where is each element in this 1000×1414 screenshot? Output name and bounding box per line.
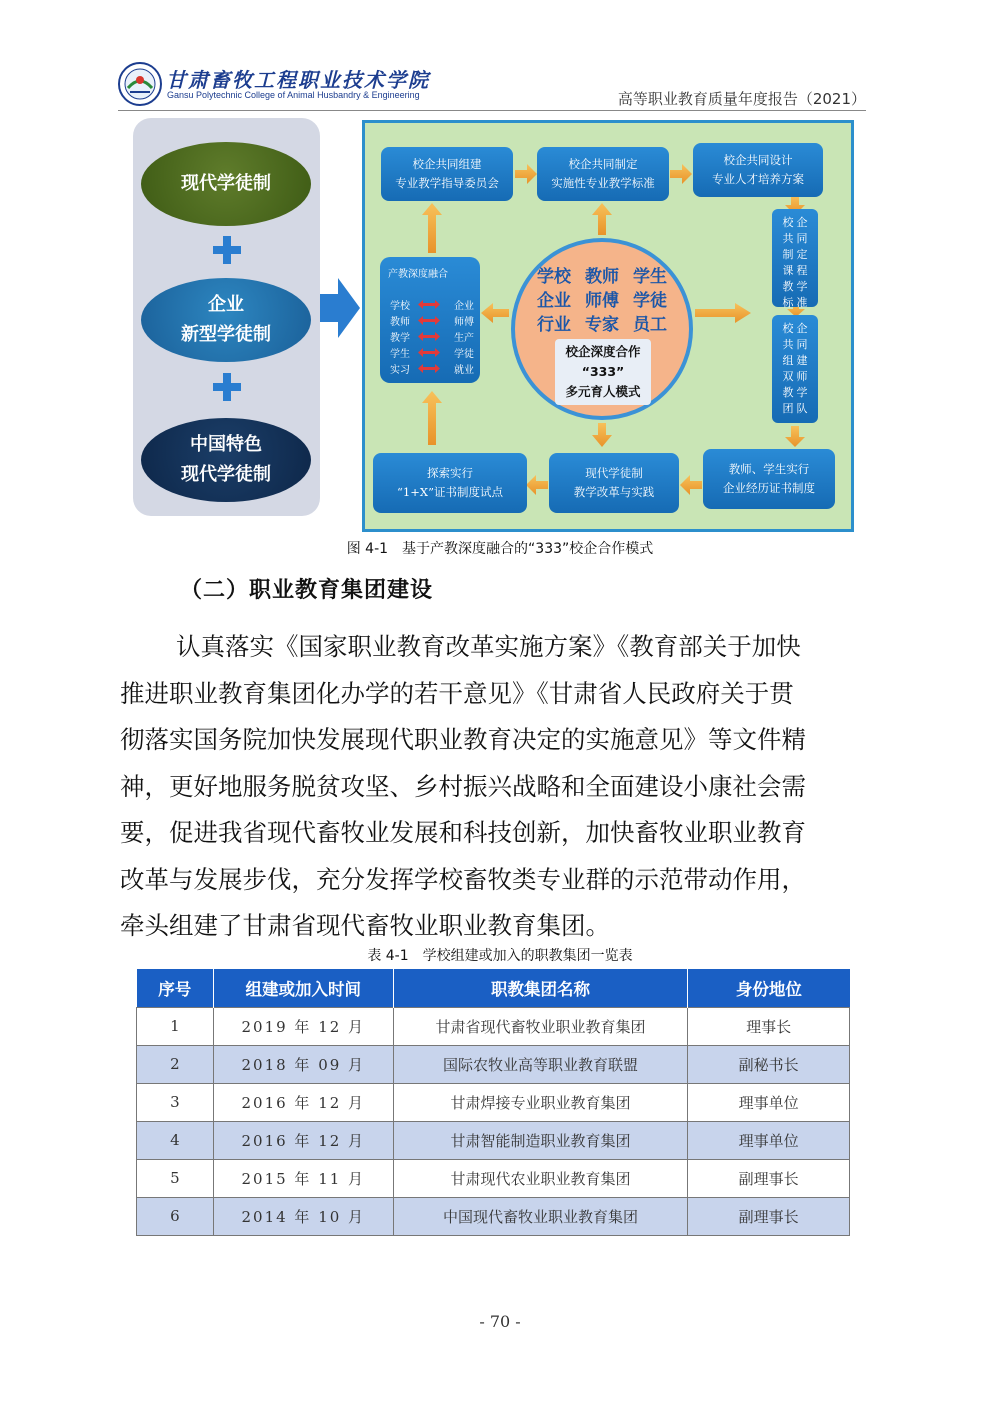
- cell-role: 理事长: [688, 1007, 850, 1045]
- double-arrow-icon: [418, 332, 440, 341]
- box-joint-committee: [381, 147, 513, 201]
- cell-role: 副理事长: [688, 1197, 850, 1235]
- fusion-right: 师傅: [454, 317, 474, 328]
- box-line: 企业经历证书制度: [723, 481, 815, 495]
- cell-group-name: 甘肃焊接专业职业教育集团: [393, 1083, 688, 1121]
- box-line: 专业教学指导委员会: [395, 176, 499, 190]
- vbox-column: [797, 215, 808, 307]
- cell-index: 5: [137, 1159, 214, 1197]
- apprenticeship-panel: [133, 118, 320, 516]
- fusion-right: 学徒: [454, 349, 474, 360]
- box-industry-education-fusion: [380, 257, 480, 383]
- cell-group-name: 甘肃省现代畜牧业职业教育集团: [393, 1007, 688, 1045]
- fusion-row: [390, 313, 474, 329]
- table-row: [137, 1197, 850, 1235]
- box-line: 教学改革与实践: [573, 485, 655, 499]
- char: 企: [796, 322, 808, 335]
- table-row: [137, 1083, 850, 1121]
- char: 校: [782, 216, 794, 229]
- box-course-standard: [772, 209, 818, 307]
- school-name-en: Gansu Polytechnic College of Animal Husbandry & Engineering: [167, 90, 420, 100]
- box-teaching-standard: [537, 147, 669, 201]
- table-row: [137, 1045, 850, 1083]
- fusion-row: [390, 345, 474, 361]
- center-word: 员工: [633, 315, 667, 335]
- paragraph-line: 改革与发展步伐，充分发挥学校畜牧类专业群的示范带动作用，: [120, 864, 806, 894]
- oval-modern-apprenticeship: [141, 142, 311, 226]
- center-word: 学生: [633, 267, 667, 287]
- page-number: - 70 -: [479, 1312, 521, 1331]
- fusion-row: [390, 329, 474, 345]
- cell-time: 2016 年 12 月: [213, 1083, 393, 1121]
- double-arrow-icon: [418, 364, 440, 373]
- table-row: [137, 1121, 850, 1159]
- char: 教: [782, 280, 794, 293]
- char: 学: [796, 280, 808, 293]
- box-experience-certificate: [703, 449, 835, 509]
- cell-role: 副秘书长: [688, 1045, 850, 1083]
- char: 同: [796, 338, 808, 351]
- oval-label: 企业: [208, 294, 244, 315]
- fusion-title: 产教深度融合: [388, 269, 448, 280]
- char: 组: [782, 354, 794, 367]
- double-arrow-icon: [418, 300, 440, 309]
- cell-index: 6: [137, 1197, 214, 1235]
- cell-time: 2015 年 11 月: [213, 1159, 393, 1197]
- char: 校: [782, 322, 794, 335]
- cell-time: 2018 年 09 月: [213, 1045, 393, 1083]
- char: 企: [796, 216, 808, 229]
- char: 师: [796, 370, 808, 383]
- cell-time: 2016 年 12 月: [213, 1121, 393, 1159]
- cooperation-model-diagram: [362, 120, 854, 532]
- paragraph-line: 推进职业教育集团化办学的若干意见》《甘肃省人民政府关于贯: [120, 678, 794, 708]
- double-arrow-icon: [418, 348, 440, 357]
- arrow-right-icon: [320, 278, 360, 338]
- char: 学: [796, 386, 808, 399]
- column-header: 身份地位: [688, 969, 850, 1007]
- box-line: 现代学徒制: [585, 466, 643, 480]
- report-title: 高等职业教育质量年度报告（2021）: [617, 90, 866, 108]
- center-model-label: [555, 339, 651, 405]
- box-line: 教师、学生实行: [728, 462, 810, 476]
- figure-caption: 图 4-1 基于产教深度融合的“333”校企合作模式: [346, 541, 654, 557]
- oval-label: 现代学徒制: [181, 464, 271, 485]
- cell-group-name: 甘肃现代农业职业教育集团: [393, 1159, 688, 1197]
- fusion-row: [390, 297, 474, 313]
- center-word: 企业: [537, 291, 571, 311]
- char: 程: [796, 264, 808, 277]
- section-heading: （二）职业教育集团建设: [180, 577, 434, 603]
- school-name-cn: 甘肃畜牧工程职业技术学院: [166, 68, 430, 92]
- plus-icon: [213, 373, 241, 401]
- box-line: 专业人才培养方案: [712, 172, 804, 186]
- center-circle: [511, 238, 693, 420]
- char: 同: [796, 232, 808, 245]
- fusion-right: 就业: [454, 365, 474, 376]
- center-row: [515, 286, 689, 311]
- oval-label: 中国特色: [190, 434, 262, 455]
- char: 准: [796, 296, 808, 309]
- cell-index: 4: [137, 1121, 214, 1159]
- center-word: 专家: [585, 315, 619, 335]
- fusion-left: 教学: [390, 333, 410, 344]
- header-divider: [118, 110, 866, 111]
- table-caption: 表 4-1 学校组建或加入的职教集团一览表: [367, 948, 633, 964]
- college-logo-icon: [118, 62, 162, 106]
- char: 共: [782, 232, 794, 245]
- box-training-plan: [693, 143, 823, 197]
- paragraph-line: 认真落实《国家职业教育改革实施方案》《教育部关于加快: [176, 632, 801, 661]
- paragraph-line: 要，促进我省现代畜牧业发展和科技创新，加快畜牧业职业教育: [120, 818, 806, 847]
- cell-index: 3: [137, 1083, 214, 1121]
- box-1x-certificate: [373, 453, 527, 513]
- fusion-left: 实习: [390, 365, 410, 376]
- box-apprenticeship-reform: [549, 453, 679, 513]
- center-word: 行业: [537, 315, 571, 335]
- plus-icon: [213, 236, 241, 264]
- table-row: [137, 1007, 850, 1045]
- column-header: 组建或加入时间: [213, 969, 393, 1007]
- cell-index: 2: [137, 1045, 214, 1083]
- paragraph-line: 牵头组建了甘肃省现代畜牧业职业教育集团。: [120, 911, 610, 940]
- char: 课: [782, 264, 794, 277]
- fusion-right: 企业: [454, 301, 474, 312]
- char: 教: [782, 386, 794, 399]
- box-line: 校企共同组建: [412, 157, 482, 171]
- vocational-groups-table: [136, 969, 850, 1236]
- fusion-left: 学校: [390, 301, 410, 312]
- center-word: 教师: [585, 267, 619, 287]
- fusion-right: 生产: [454, 333, 474, 344]
- double-arrow-icon: [418, 316, 440, 325]
- center-row: [515, 310, 689, 335]
- cell-role: 理事单位: [688, 1083, 850, 1121]
- box-line: 校企共同设计: [723, 153, 793, 167]
- char: 标: [782, 296, 794, 309]
- center-word: 学徒: [633, 291, 667, 311]
- char: 定: [796, 248, 808, 261]
- box-line: “1+X”证书制度试点: [397, 485, 503, 499]
- char: 团: [782, 402, 794, 415]
- cell-time: 2014 年 10 月: [213, 1197, 393, 1235]
- center-word: 师傅: [585, 291, 619, 311]
- cell-group-name: 国际农牧业高等职业教育联盟: [393, 1045, 688, 1083]
- box-line: 探索实行: [427, 466, 473, 480]
- cell-role: 理事单位: [688, 1121, 850, 1159]
- oval-enterprise-apprenticeship: [141, 278, 311, 362]
- cell-time: 2019 年 12 月: [213, 1007, 393, 1045]
- body-paragraph: [120, 624, 868, 950]
- center-word: 学校: [537, 267, 571, 287]
- oval-label: 现代学徒制: [181, 173, 271, 194]
- column-header: 职教集团名称: [393, 969, 688, 1007]
- vbox-column: [797, 321, 808, 423]
- vbox-column: [783, 215, 794, 307]
- box-line: 校企共同制定: [568, 157, 638, 171]
- cell-index: 1: [137, 1007, 214, 1045]
- center-inner-line: “333”: [581, 364, 625, 379]
- cell-role: 副理事长: [688, 1159, 850, 1197]
- fusion-left: 学生: [390, 349, 410, 360]
- cell-group-name: 中国现代畜牧业职业教育集团: [393, 1197, 688, 1235]
- box-line: 实施性专业教学标准: [551, 176, 655, 190]
- char: 队: [796, 402, 808, 415]
- oval-chinese-apprenticeship: [141, 418, 311, 502]
- center-inner-line: 校企深度合作: [565, 344, 641, 359]
- table-row: [137, 1159, 850, 1197]
- char: 建: [796, 354, 808, 367]
- char: 双: [782, 370, 794, 383]
- box-dual-teacher-team: [772, 315, 818, 423]
- char: 共: [782, 338, 794, 351]
- center-row: [515, 262, 689, 287]
- char: 制: [782, 248, 794, 261]
- vbox-column: [783, 321, 794, 423]
- column-header: 序号: [137, 969, 214, 1007]
- paragraph-line: 彻落实国务院加快发展现代职业教育决定的实施意见》等文件精: [120, 725, 806, 754]
- fusion-row: [390, 361, 474, 377]
- oval-label: 新型学徒制: [181, 324, 271, 345]
- table-header-row: [137, 969, 850, 1007]
- center-inner-line: 多元育人模式: [565, 384, 641, 399]
- fusion-left: 教师: [390, 317, 410, 328]
- paragraph-line: 神，更好地服务脱贫攻坚、乡村振兴战略和全面建设小康社会需: [120, 771, 806, 801]
- cell-group-name: 甘肃智能制造职业教育集团: [393, 1121, 688, 1159]
- page-header: [118, 62, 866, 112]
